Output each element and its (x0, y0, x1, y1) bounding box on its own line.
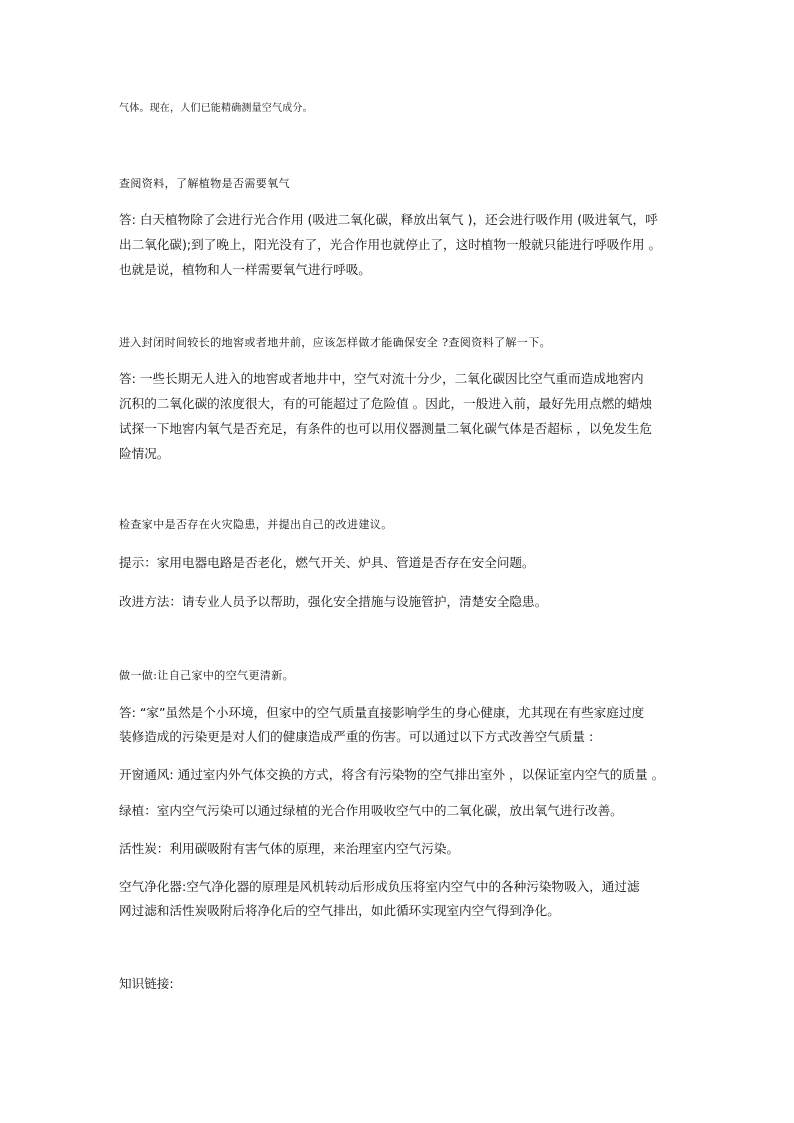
section4-answer-line: 装修造成的污染更是对人们的健康造成严重的伤害。可以通过以下方式改善空气质量 : (119, 729, 594, 744)
section3-hint: 提示：家用电器电路是否老化，燃气开关、炉具、管道是否存在安全问题。 (119, 555, 535, 570)
section4-item-charcoal: 活性炭：利用碳吸附有害气体的原理，来治理室内空气污染。 (119, 841, 460, 856)
section1-question: 查阅资料，了解植物是否需要氧气 (119, 177, 290, 190)
section4-item-purifier-line: 空气净化器:空气净化器的原理是风机转动后形成负压将室内空气中的各种污染物吸入，通过滤 (119, 879, 640, 894)
section2-answer-line: 沉积的二氧化碳的浓度很大，有的可能超过了危险值 。因此，一般进入前，最好先用点燃的蜡烛 (119, 396, 652, 411)
section2-question: 进入封闭时间较长的地窖或者地井前，应该怎样做才能确保安全 ?查阅资料了解一下。 (119, 336, 551, 349)
section1-answer-line: 也就是说，植物和人一样需要氧气进行呼吸。 (119, 262, 371, 277)
section2-answer-line: 答: 一些长期无人进入的地窖或者地井中，空气对流十分少，二氧化碳因比空气重而造成地窖内 (119, 371, 644, 386)
section4-item-ventilation: 开窗通风: 通过室内外气体交换的方式，将含有污染物的空气排出室外 ，以保证室内空气的质量 。 (119, 767, 665, 782)
section4-answer-line: 答: “家”虽然是个小环境，但家中的空气质量直接影响学生的身心健康，尤其现在有些家庭过度 (119, 705, 645, 720)
section1-answer-line: 出二氧化碳);到了晚上，阳光没有了，光合作用也就停止了，这时植物一般就只能进行呼吸作用 。 (119, 237, 662, 252)
section2-answer-line: 试探一下地窖内氧气是否充足，有条件的也可以用仪器测量二氧化碳气体是否超标 ，以免发生危 (119, 421, 652, 436)
section4-item-purifier-line: 网过滤和活性炭吸附后将净化后的空气排出，如此循环实现室内空气得到净化。 (119, 903, 560, 918)
section3-question: 检查家中是否存在火灾隐患，并提出自己的改进建议。 (119, 518, 393, 531)
section4-item-plants: 绿植：室内空气污染可以通过绿植的光合作用吸收空气中的二氧化碳，放出氧气进行改善。 (119, 803, 623, 818)
section4-question: 做一做:让自己家中的空气更清新。 (119, 669, 295, 682)
section1-answer-line: 答: 白天植物除了会进行光合作用 (吸进二氧化碳，释放出氧气 )，还会进行吸作用 (吸进氧气，呼 (119, 212, 658, 227)
intro-text: 气体。现在，人们已能精确测量空气成分。 (119, 103, 313, 114)
knowledge-link-label: 知识链接: (119, 976, 174, 991)
section2-answer-line: 险情况。 (119, 446, 170, 461)
section3-method: 改进方法：请专业人员予以帮助，强化安全措施与设施管护，清楚安全隐患。 (119, 594, 548, 609)
